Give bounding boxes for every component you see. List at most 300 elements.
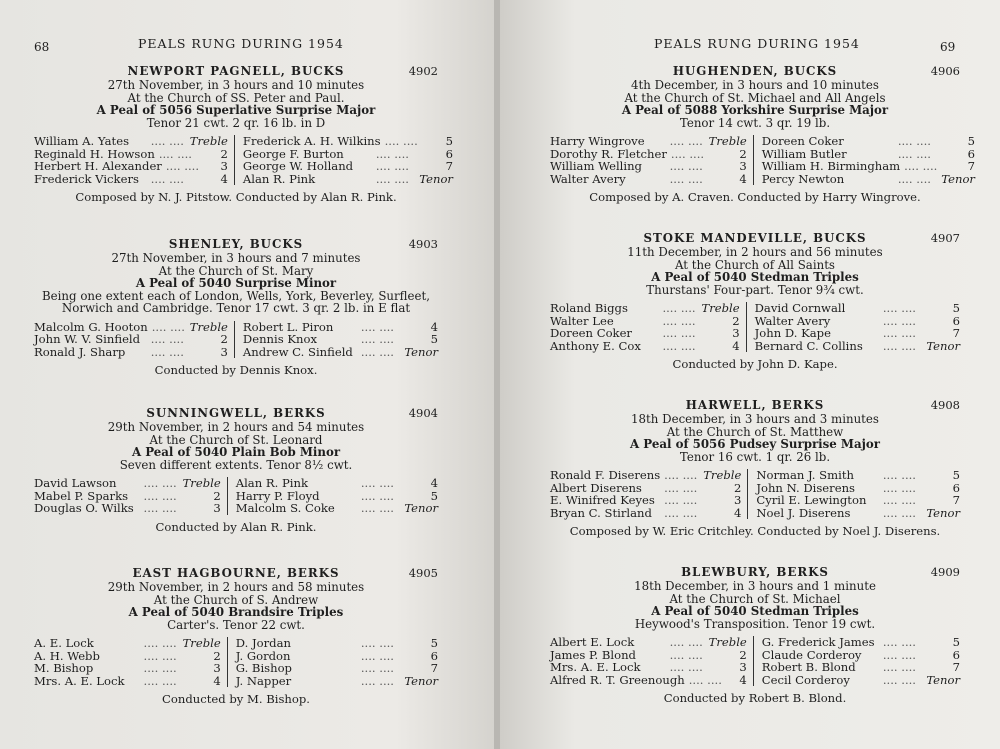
leader-dots: .... .... bbox=[664, 493, 698, 508]
ringers-column-left bbox=[34, 321, 235, 358]
ringer-name: John N. Diserens bbox=[756, 480, 855, 495]
peal-detail-line: A Peal of 5040 Surprise Minor bbox=[135, 276, 337, 291]
leader-dots: .... .... bbox=[360, 673, 394, 688]
ringer-row bbox=[34, 346, 228, 358]
ringer-row bbox=[243, 346, 438, 358]
ringer-name: Roland Biggs bbox=[550, 301, 628, 316]
bell-number: 6 bbox=[445, 146, 453, 161]
leader-dots: .... .... bbox=[375, 146, 409, 161]
leader-dots: .... .... bbox=[360, 476, 394, 491]
ringers-column-right bbox=[754, 636, 960, 686]
bell-number: 7 bbox=[952, 660, 960, 675]
ringer-row bbox=[550, 494, 741, 506]
ringer-name: Ronald F. Diserens bbox=[550, 468, 661, 483]
peal-place: EAST HAGBOURNE, BERKS bbox=[132, 566, 340, 580]
ringer-row bbox=[762, 661, 960, 673]
peal-number: 4908 bbox=[930, 398, 960, 412]
peal-detail-line: 29th November, in 2 hours and 58 minutes bbox=[107, 580, 365, 594]
ringer-row bbox=[34, 477, 221, 489]
ringer-row bbox=[34, 675, 221, 687]
leader-dots: .... .... bbox=[662, 313, 696, 328]
bell-number: 3 bbox=[213, 661, 221, 676]
peal-credits: Conducted by Robert B. Blond. bbox=[663, 691, 847, 705]
bell-number: Tenor bbox=[404, 673, 438, 688]
ringers-table bbox=[34, 321, 438, 358]
bell-number: Tenor bbox=[419, 171, 453, 186]
ringer-row bbox=[550, 469, 741, 481]
ringer-name: Walter Avery bbox=[550, 171, 626, 186]
ringer-row bbox=[550, 636, 747, 648]
bell-number: 5 bbox=[952, 301, 960, 316]
ringer-name: Reginald H. Howson bbox=[34, 146, 155, 161]
ringer-name: Mrs. A. E. Lock bbox=[34, 673, 125, 688]
ringers-column-left bbox=[550, 636, 754, 686]
ringer-name: Claude Corderoy bbox=[761, 647, 862, 662]
bell-number: Treble bbox=[182, 636, 221, 651]
ringer-name: E. Winifred Keyes bbox=[550, 493, 655, 508]
ringer-name: Harry P. Floyd bbox=[235, 488, 320, 503]
leader-dots: .... .... bbox=[897, 146, 931, 161]
page-number: 69 bbox=[940, 40, 956, 54]
peal-credits: Composed by N. J. Pitstow. Conducted by Alan R. Pink. bbox=[75, 190, 397, 204]
ringer-name: Malcolm G. Hooton bbox=[34, 319, 148, 334]
ringer-name: G. Bishop bbox=[235, 661, 292, 676]
leader-dots: .... .... bbox=[664, 468, 698, 483]
leader-dots: .... .... bbox=[882, 660, 916, 675]
peal-detail-line: At the Church of St. Mary bbox=[158, 263, 314, 278]
ringer-name: Percy Newton bbox=[761, 171, 845, 186]
ringer-row bbox=[756, 469, 960, 481]
leader-dots: .... .... bbox=[360, 319, 394, 334]
bell-number: Treble bbox=[708, 635, 747, 650]
bell-number: 3 bbox=[213, 501, 221, 516]
peal-number: 4904 bbox=[408, 406, 438, 420]
ringer-row bbox=[550, 160, 747, 172]
leader-dots: .... .... bbox=[669, 647, 703, 662]
leader-dots: .... .... bbox=[669, 134, 703, 149]
bell-number: 4 bbox=[732, 338, 740, 353]
ringers-table bbox=[34, 134, 453, 186]
leader-dots: .... .... bbox=[897, 134, 931, 149]
ringer-name: Alan R. Pink bbox=[242, 171, 316, 186]
ringer-row bbox=[762, 674, 960, 686]
leader-dots: .... .... bbox=[882, 505, 916, 520]
ringer-row bbox=[550, 507, 741, 519]
page-number: 68 bbox=[34, 40, 50, 54]
peal-entry bbox=[550, 231, 960, 371]
ringer-name: William A. Yates bbox=[34, 134, 130, 149]
peal-detail-line: Thurstans' Four-part. Tenor 9¾ cwt. bbox=[646, 282, 864, 297]
peal-number: 4907 bbox=[930, 231, 960, 245]
ringer-name: D. Jordan bbox=[235, 636, 291, 651]
bell-number: Tenor bbox=[926, 505, 960, 520]
leader-dots: .... .... bbox=[158, 146, 192, 161]
leader-dots: .... .... bbox=[360, 488, 394, 503]
bell-number: 3 bbox=[739, 660, 747, 675]
leader-dots: .... .... bbox=[688, 672, 722, 687]
leader-dots: .... .... bbox=[662, 338, 696, 353]
bell-number: 4 bbox=[213, 673, 221, 688]
peal-place: NEWPORT PAGNELL, BUCKS bbox=[127, 64, 345, 78]
peal-place: HUGHENDEN, BUCKS bbox=[672, 64, 838, 78]
ringers-table bbox=[550, 134, 975, 186]
ringer-row bbox=[755, 302, 960, 314]
ringers-column-left bbox=[550, 302, 747, 352]
ringer-row bbox=[34, 637, 221, 649]
peal-place: SHENLEY, BUCKS bbox=[168, 237, 304, 251]
leader-dots: .... .... bbox=[664, 480, 698, 495]
peal-detail-line: 27th November, in 3 hours and 7 minutes bbox=[111, 251, 361, 265]
peal-detail-line: A Peal of 5040 Brandsire Triples bbox=[128, 605, 344, 620]
ringer-name: Anthony E. Cox bbox=[550, 338, 641, 353]
ringer-name: J. Napper bbox=[235, 673, 292, 688]
leader-dots: .... .... bbox=[882, 338, 916, 353]
ringer-name: Andrew C. Sinfield bbox=[242, 344, 353, 359]
ringer-name: Mrs. A. E. Lock bbox=[550, 660, 641, 675]
ringer-name: Dennis Knox bbox=[242, 332, 317, 347]
ringer-row bbox=[236, 502, 438, 514]
bell-number: 3 bbox=[733, 493, 742, 508]
ringer-row bbox=[236, 477, 438, 489]
ringer-name: Walter Avery bbox=[754, 313, 831, 328]
ringer-name: Robert B. Blond bbox=[761, 660, 856, 675]
peal-detail-line: A Peal of 5040 Stedman Triples bbox=[651, 604, 859, 619]
peal-place: SUNNINGWELL, BERKS bbox=[146, 406, 326, 420]
peal-number: 4905 bbox=[408, 566, 438, 580]
ringer-row bbox=[762, 135, 975, 147]
bell-number: Tenor bbox=[404, 501, 438, 516]
ringer-name: G. Frederick James bbox=[761, 635, 875, 650]
ringer-row bbox=[550, 340, 740, 352]
leader-dots: .... .... bbox=[662, 301, 696, 316]
ringer-name: Dorothy R. Fletcher bbox=[550, 146, 667, 161]
bell-number: Tenor bbox=[926, 672, 960, 687]
ringers-column-right bbox=[754, 135, 975, 185]
leader-dots: .... .... bbox=[360, 648, 394, 663]
leader-dots: .... .... bbox=[143, 501, 177, 516]
ringer-name: John W. V. Sinfield bbox=[34, 332, 141, 347]
ringer-name: Bernard C. Collins bbox=[754, 338, 863, 353]
peal-place: BLEWBURY, BERKS bbox=[681, 565, 829, 579]
ringer-name: Malcolm S. Coke bbox=[235, 501, 335, 516]
bell-number: 4 bbox=[430, 319, 438, 334]
peal-number: 4903 bbox=[408, 237, 438, 251]
ringer-name: James P. Blond bbox=[550, 647, 636, 662]
ringers-column-right bbox=[228, 637, 438, 687]
bell-number: 6 bbox=[430, 648, 438, 663]
ringer-row bbox=[550, 173, 747, 185]
bell-number: 2 bbox=[732, 313, 740, 328]
ringer-name: David Cornwall bbox=[754, 301, 846, 316]
peal-credits: Conducted by M. Bishop. bbox=[162, 692, 310, 706]
ringer-name: George W. Holland bbox=[242, 159, 354, 174]
ringer-name: Frederick A. H. Wilkins bbox=[242, 134, 381, 149]
ringer-row bbox=[243, 333, 438, 345]
ringer-name: Mabel P. Sparks bbox=[34, 488, 129, 503]
leader-dots: .... .... bbox=[360, 636, 394, 651]
bell-number: Tenor bbox=[941, 171, 975, 186]
ringer-name: Cecil Corderoy bbox=[761, 672, 850, 687]
peal-detail-line: A Peal of 5040 Stedman Triples bbox=[651, 270, 859, 285]
peal-detail-line: At the Church of All Saints bbox=[674, 257, 835, 272]
leader-dots: .... .... bbox=[669, 159, 703, 174]
ringer-name: Robert L. Piron bbox=[242, 319, 334, 334]
ringer-name: Ronald J. Sharp bbox=[34, 344, 126, 359]
ringer-row bbox=[34, 135, 228, 147]
bell-number: 2 bbox=[213, 648, 221, 663]
peal-entry bbox=[34, 237, 438, 377]
peal-detail-line: 11th December, in 2 hours and 56 minutes bbox=[627, 245, 883, 259]
leader-dots: .... .... bbox=[150, 332, 184, 347]
peal-credits: Composed by W. Eric Critchley. Conducted by Noel J. Diserens. bbox=[569, 524, 941, 538]
peal-detail-line: At the Church of S. Andrew bbox=[153, 592, 319, 607]
peal-detail-line: At the Church of St. Michael and All Angels bbox=[624, 90, 886, 105]
ringer-name: Alan R. Pink bbox=[235, 476, 308, 491]
peal-detail-line: Being one extent each of London, Wells, York, Beverley, Surfleet, bbox=[42, 288, 430, 303]
bell-number: 7 bbox=[445, 159, 453, 174]
ringers-column-right bbox=[747, 302, 960, 352]
ringer-name: John D. Kape bbox=[754, 326, 831, 341]
peal-detail-line: 29th November, in 2 hours and 54 minutes bbox=[107, 420, 365, 434]
ringers-table bbox=[34, 637, 438, 687]
bell-number: 5 bbox=[430, 488, 438, 503]
bell-number: 4 bbox=[430, 476, 438, 491]
peal-number: 4902 bbox=[408, 64, 438, 78]
ringer-name: David Lawson bbox=[34, 476, 117, 491]
peal-entry bbox=[550, 64, 975, 204]
ringer-row bbox=[236, 675, 438, 687]
bell-number: Treble bbox=[189, 134, 228, 149]
bell-number: 2 bbox=[213, 488, 221, 503]
peal-entry bbox=[34, 566, 438, 706]
bell-number: 2 bbox=[739, 647, 747, 662]
peal-detail-line: 18th December, in 3 hours and 1 minute bbox=[634, 579, 876, 593]
ringer-row bbox=[762, 636, 960, 648]
leader-dots: .... .... bbox=[670, 146, 705, 161]
ringer-name: Noel J. Diserens bbox=[756, 505, 851, 520]
ringer-row bbox=[34, 333, 228, 345]
ringer-row bbox=[550, 135, 747, 147]
bell-number: 2 bbox=[220, 146, 228, 161]
peal-detail-line: 27th November, in 3 hours and 10 minutes bbox=[107, 78, 365, 92]
bell-number: 6 bbox=[967, 146, 975, 161]
ringer-name: William Butler bbox=[761, 146, 847, 161]
peal-detail-line: Carter's. Tenor 22 cwt. bbox=[167, 617, 305, 632]
leader-dots: .... .... bbox=[143, 476, 177, 491]
peal-place: STOKE MANDEVILLE, BUCKS bbox=[643, 231, 867, 245]
ringer-name: M. Bishop bbox=[34, 661, 94, 676]
bell-number: 3 bbox=[220, 344, 228, 359]
leader-dots: .... .... bbox=[143, 661, 177, 676]
leader-dots: .... .... bbox=[897, 171, 931, 186]
leader-dots: .... .... bbox=[143, 636, 177, 651]
leader-dots: .... .... bbox=[882, 480, 916, 495]
leader-dots: .... .... bbox=[360, 332, 394, 347]
leader-dots: .... .... bbox=[143, 648, 177, 663]
bell-number: 2 bbox=[733, 480, 742, 495]
ringer-name: J. Gordon bbox=[235, 648, 291, 663]
peal-detail-line: Seven different extents. Tenor 8½ cwt. bbox=[119, 457, 353, 472]
peal-detail-line: A Peal of 5056 Pudsey Surprise Major bbox=[630, 437, 880, 452]
peal-number: 4906 bbox=[930, 64, 960, 78]
peal-detail-line: A Peal of 5088 Yorkshire Surprise Major bbox=[621, 103, 889, 118]
leader-dots: .... .... bbox=[882, 635, 916, 650]
peal-credits: Conducted by John D. Kape. bbox=[672, 357, 838, 371]
bell-number: 7 bbox=[967, 159, 975, 174]
ringer-row bbox=[762, 160, 975, 172]
ringer-row bbox=[550, 661, 747, 673]
bell-number: 3 bbox=[220, 159, 228, 174]
ringer-name: A. E. Lock bbox=[34, 636, 94, 651]
leader-dots: .... .... bbox=[669, 660, 703, 675]
ringers-column-right bbox=[228, 477, 438, 514]
ringer-row bbox=[243, 173, 453, 185]
ringer-name: Doreen Coker bbox=[761, 134, 844, 149]
ringer-row bbox=[243, 160, 453, 172]
peal-entry bbox=[34, 406, 438, 534]
ringers-column-left bbox=[550, 135, 754, 185]
ringer-row bbox=[756, 507, 960, 519]
bell-number: 2 bbox=[220, 332, 228, 347]
peal-detail-line: A Peal of 5056 Superlative Surprise Major bbox=[96, 103, 376, 118]
bell-number: 7 bbox=[952, 493, 960, 508]
bell-number: 4 bbox=[733, 505, 742, 520]
running-header: PEALS RUNG DURING 1954 bbox=[654, 36, 860, 51]
bell-number: 5 bbox=[952, 468, 960, 483]
leader-dots: .... .... bbox=[669, 635, 703, 650]
peal-entry bbox=[34, 64, 453, 204]
peal-credits: Composed by A. Craven. Conducted by Harry Wingrove. bbox=[589, 190, 921, 204]
left-page bbox=[0, 0, 494, 749]
bell-number: 4 bbox=[739, 171, 747, 186]
bell-number: 5 bbox=[445, 134, 453, 149]
bell-number: Tenor bbox=[404, 344, 438, 359]
running-header: PEALS RUNG DURING 1954 bbox=[138, 36, 344, 51]
leader-dots: .... .... bbox=[143, 488, 177, 503]
ringer-row bbox=[236, 662, 438, 674]
ringer-name: Frederick Vickers bbox=[34, 171, 139, 186]
ringers-table bbox=[550, 302, 960, 352]
bell-number: Treble bbox=[708, 134, 747, 149]
bell-number: Tenor bbox=[926, 338, 960, 353]
ringers-column-right bbox=[748, 469, 960, 519]
leader-dots: .... .... bbox=[882, 493, 916, 508]
ringer-row bbox=[762, 173, 975, 185]
peal-detail-line: Tenor 14 cwt. 3 qr. 19 lb. bbox=[679, 115, 831, 130]
leader-dots: .... .... bbox=[904, 159, 938, 174]
leader-dots: .... .... bbox=[662, 326, 696, 341]
ringers-column-right bbox=[235, 321, 438, 358]
peal-credits: Conducted by Dennis Knox. bbox=[154, 363, 318, 378]
bell-number: 5 bbox=[967, 134, 975, 149]
bell-number: 7 bbox=[430, 661, 438, 676]
bell-number: 5 bbox=[430, 636, 438, 651]
peal-detail-line: At the Church of St. Leonard bbox=[149, 432, 323, 447]
leader-dots: .... .... bbox=[664, 505, 698, 520]
ringer-name: Bryan C. Stirland bbox=[550, 505, 652, 520]
leader-dots: .... .... bbox=[151, 319, 185, 334]
peal-detail-line: At the Church of SS. Peter and Paul. bbox=[127, 90, 345, 105]
bell-number: 5 bbox=[952, 635, 960, 650]
ringer-name: Albert E. Lock bbox=[550, 635, 635, 650]
ringer-name: Walter Lee bbox=[550, 313, 614, 328]
leader-dots: .... .... bbox=[360, 661, 394, 676]
peal-detail-line: Heywood's Transposition. Tenor 19 cwt. bbox=[634, 616, 876, 631]
ringer-name: William H. Birmingham bbox=[761, 159, 901, 174]
peal-detail-line: At the Church of St. Matthew bbox=[666, 424, 844, 439]
bell-number: Treble bbox=[703, 468, 742, 483]
peal-entry bbox=[550, 398, 960, 538]
leader-dots: .... .... bbox=[375, 159, 409, 174]
ringer-name: William Welling bbox=[550, 159, 642, 174]
peal-detail-line: 18th December, in 3 hours and 3 minutes bbox=[631, 412, 879, 426]
bell-number: 6 bbox=[952, 647, 960, 662]
ringers-table bbox=[34, 477, 438, 514]
leader-dots: .... .... bbox=[882, 313, 916, 328]
peal-number: 4909 bbox=[930, 565, 960, 579]
ringer-row bbox=[755, 340, 960, 352]
leader-dots: .... .... bbox=[165, 159, 200, 174]
ringer-name: Doreen Coker bbox=[550, 326, 632, 341]
ringer-row bbox=[236, 637, 438, 649]
bell-number: 6 bbox=[952, 313, 960, 328]
bell-number: 2 bbox=[739, 146, 747, 161]
bell-number: 6 bbox=[952, 480, 960, 495]
peal-entry bbox=[550, 565, 960, 705]
bell-number: Treble bbox=[189, 319, 228, 334]
ringer-row bbox=[34, 662, 221, 674]
leader-dots: .... .... bbox=[882, 468, 916, 483]
bell-number: Treble bbox=[182, 476, 221, 491]
ringer-name: Cyril E. Lewington bbox=[756, 493, 867, 508]
right-page bbox=[500, 0, 1000, 749]
peal-detail-line: Tenor 16 cwt. 1 qr. 26 lb. bbox=[679, 449, 831, 464]
ringer-row bbox=[550, 674, 747, 686]
ringer-row bbox=[34, 160, 228, 172]
peal-detail-line: Norwich and Cambridge. Tenor 17 cwt. 3 qr. 2 lb. in E flat bbox=[61, 301, 411, 316]
ringer-row bbox=[34, 502, 221, 514]
leader-dots: .... .... bbox=[375, 171, 409, 186]
ringers-column-left bbox=[34, 135, 235, 185]
leader-dots: .... .... bbox=[882, 647, 916, 662]
peal-detail-line: A Peal of 5040 Plain Bob Minor bbox=[131, 445, 341, 460]
bell-number: Treble bbox=[701, 301, 740, 316]
ringers-column-right bbox=[235, 135, 453, 185]
ringer-name: Alfred R. T. Greenough bbox=[550, 672, 685, 687]
bell-number: 4 bbox=[220, 171, 228, 186]
leader-dots: .... .... bbox=[882, 326, 916, 341]
peal-credits: Conducted by Alan R. Pink. bbox=[155, 519, 317, 534]
ringer-row bbox=[756, 494, 960, 506]
peal-detail-line: 4th December, in 3 hours and 10 minutes bbox=[631, 78, 879, 92]
leader-dots: .... .... bbox=[150, 171, 184, 186]
ringer-name: A. H. Webb bbox=[34, 648, 100, 663]
ringer-name: Harry Wingrove bbox=[550, 134, 645, 149]
ringer-row bbox=[550, 302, 740, 314]
bell-number: 3 bbox=[739, 159, 747, 174]
leader-dots: .... .... bbox=[669, 171, 703, 186]
bell-number: 5 bbox=[430, 332, 438, 347]
ringers-column-left bbox=[550, 469, 748, 519]
ringer-row bbox=[243, 135, 453, 147]
leader-dots: .... .... bbox=[384, 134, 418, 149]
ringer-name: Douglas O. Wilks bbox=[34, 501, 134, 516]
leader-dots: .... .... bbox=[882, 672, 916, 687]
bell-number: 7 bbox=[952, 326, 960, 341]
bell-number: 3 bbox=[732, 326, 740, 341]
peal-detail-line: Tenor 21 cwt. 2 qr. 16 lb. in D bbox=[146, 115, 326, 130]
bell-number: 4 bbox=[739, 672, 747, 687]
